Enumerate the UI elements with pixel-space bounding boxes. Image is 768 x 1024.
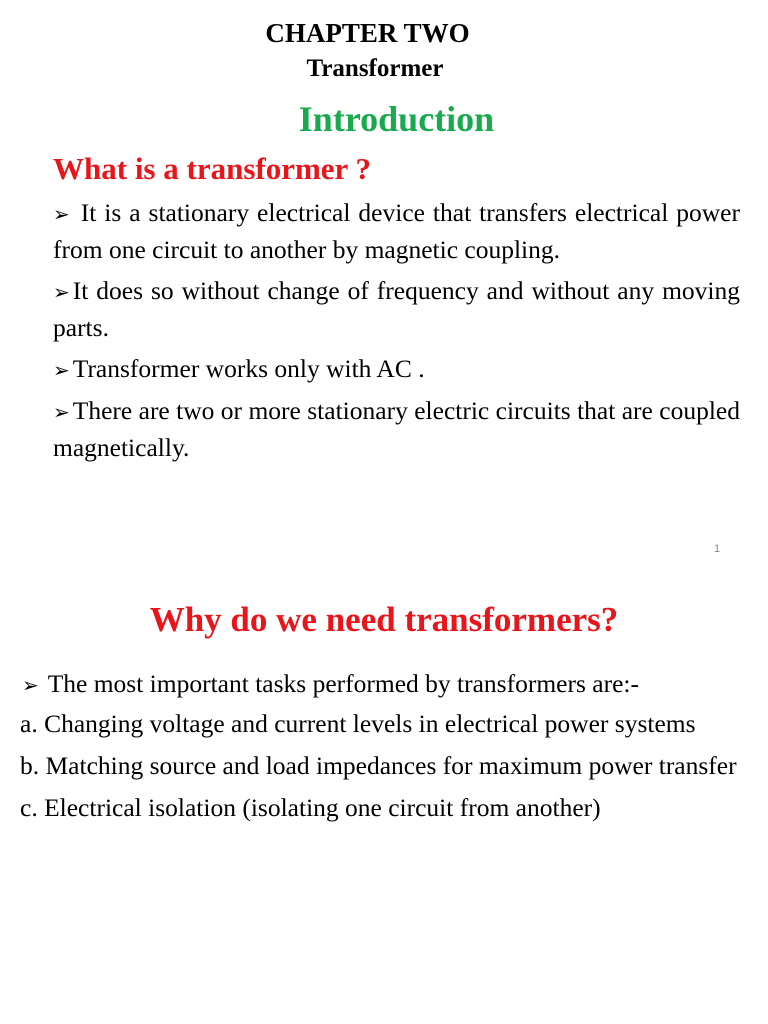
arrowhead-bullet-icon: ➢	[53, 280, 70, 304]
bullet-text: There are two or more stationary electric circuits that are coupled magnetically.	[53, 396, 740, 462]
list-item	[53, 195, 740, 268]
question-heading: What is a transformer ?	[53, 151, 371, 186]
chapter-subtitle: Transformer	[306, 55, 444, 82]
list-item	[53, 351, 740, 388]
chapter-title: CHAPTER TWO	[265, 18, 470, 48]
list-item	[53, 393, 740, 466]
list-item: b. Matching source and load impedances for maximum power transfer	[20, 751, 737, 780]
tasks-list	[20, 706, 747, 832]
section-heading: Introduction	[298, 99, 495, 139]
arrowhead-bullet-icon: ➢	[53, 202, 70, 226]
tasks-intro	[22, 666, 748, 703]
arrowhead-bullet-icon: ➢	[53, 400, 70, 424]
bullet-text: It is a stationary electrical device that transfers electrical power from one circuit to another by magnetic coupling.	[53, 198, 740, 264]
list-item: c. Electrical isolation (isolating one circuit from another)	[20, 793, 601, 822]
arrowhead-bullet-icon: ➢	[53, 358, 70, 382]
bullet-text: It does so without change of frequency and without any moving parts.	[53, 276, 740, 342]
arrowhead-bullet-icon: ➢	[22, 673, 39, 697]
tasks-intro-text: The most important tasks performed by transformers are:-	[47, 669, 639, 698]
slide-2	[0, 566, 768, 1024]
list-item	[53, 273, 740, 346]
bullet-text: Transformer works only with AC .	[72, 354, 425, 383]
bullet-list	[53, 195, 740, 471]
page-number: 1	[714, 543, 721, 555]
section-heading: Why do we need transformers?	[149, 600, 619, 639]
list-item: a. Changing voltage and current levels in electrical power systems	[20, 709, 696, 738]
